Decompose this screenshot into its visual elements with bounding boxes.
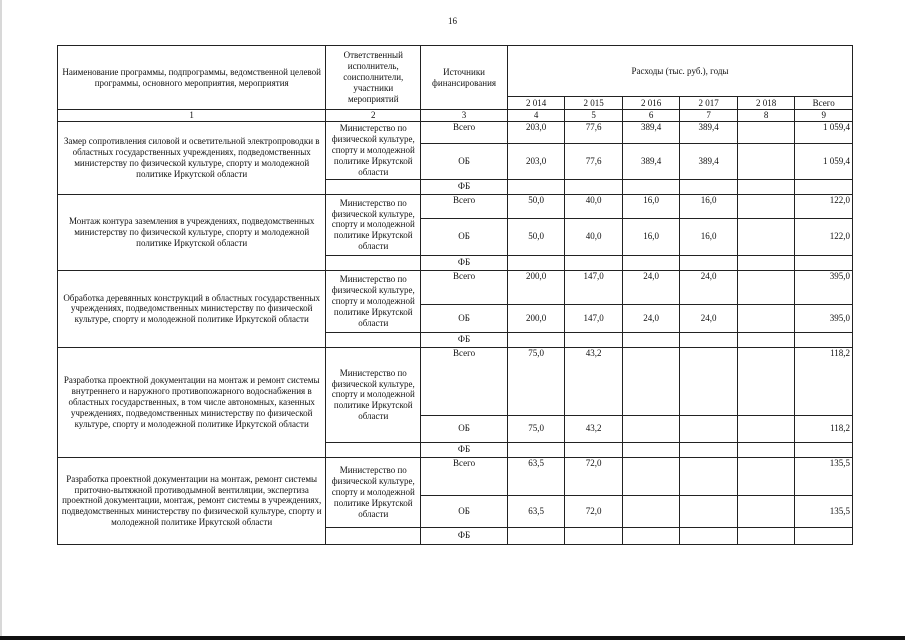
total-value-cell: 1 059,4 [795, 143, 853, 179]
year-value-cell [507, 527, 565, 544]
column-number: 7 [680, 110, 738, 122]
year-value-cell: 16,0 [680, 218, 738, 255]
column-number: 2 [326, 110, 421, 122]
total-value-cell: 122,0 [795, 194, 853, 218]
total-value-cell: 122,0 [795, 218, 853, 255]
year-value-cell [737, 332, 795, 347]
program-name: Замер сопротивления силовой и осветительной электропроводки в областных государственных учреждениях, подведомственных министерству по физической культуре, спорту и молодежной политике Иркутской области [58, 121, 326, 194]
year-value-cell [737, 347, 795, 415]
year-value-cell: 24,0 [622, 304, 680, 332]
responsible-executor: Министерство по физической культуре, спорту и молодежной политике Иркутской области [326, 194, 421, 255]
responsible-executor: Министерство по физической культуре, спорту и молодежной политике Иркутской области [326, 121, 421, 179]
year-value-cell: 75,0 [507, 415, 565, 442]
scan-bottom-edge [0, 636, 905, 640]
year-value-cell: 75,0 [507, 347, 565, 415]
blank-cell [326, 179, 421, 194]
year-value-cell [680, 332, 738, 347]
year-value-cell: 24,0 [622, 270, 680, 304]
header-source: Источники финансирования [421, 46, 508, 110]
year-value-cell [507, 179, 565, 194]
year-value-cell [622, 179, 680, 194]
column-number: 3 [421, 110, 508, 122]
year-value-cell [737, 255, 795, 270]
year-value-cell: 50,0 [507, 218, 565, 255]
year-value-cell [737, 495, 795, 527]
funding-source: ОБ [421, 495, 508, 527]
year-value-cell [622, 332, 680, 347]
year-value-cell: 16,0 [622, 194, 680, 218]
year-value-cell: 16,0 [680, 194, 738, 218]
year-value-cell: 389,4 [622, 121, 680, 143]
year-value-cell [680, 442, 738, 457]
year-value-cell [680, 457, 738, 495]
total-value-cell: 1 059,4 [795, 121, 853, 143]
year-value-cell: 389,4 [680, 143, 738, 179]
year-value-cell [680, 415, 738, 442]
year-cell: 2 015 [565, 97, 623, 110]
total-value-cell: 118,2 [795, 415, 853, 442]
year-value-cell: 63,5 [507, 457, 565, 495]
total-value-cell: 135,5 [795, 457, 853, 495]
year-value-cell [737, 442, 795, 457]
table-row [58, 347, 853, 415]
year-cell: 2 018 [737, 97, 795, 110]
year-value-cell: 24,0 [680, 270, 738, 304]
column-number: 5 [565, 110, 623, 122]
page-number: 16 [448, 16, 457, 26]
year-cell: 2 016 [622, 97, 680, 110]
year-value-cell: 77,6 [565, 121, 623, 143]
year-value-cell [507, 442, 565, 457]
blank-cell [326, 442, 421, 457]
year-value-cell [507, 255, 565, 270]
funding-source: Всего [421, 347, 508, 415]
year-value-cell: 77,6 [565, 143, 623, 179]
year-value-cell [737, 218, 795, 255]
column-number: 1 [58, 110, 326, 122]
year-value-cell [565, 442, 623, 457]
year-value-cell: 200,0 [507, 304, 565, 332]
year-value-cell: 147,0 [565, 270, 623, 304]
year-value-cell: 43,2 [565, 415, 623, 442]
table-row [58, 270, 853, 304]
year-value-cell [680, 527, 738, 544]
year-value-cell [680, 495, 738, 527]
header-expenses: Расходы (тыс. руб.), годы [507, 46, 852, 97]
year-value-cell: 147,0 [565, 304, 623, 332]
program-name: Разработка проектной документации на монтаж, ремонт системы приточно-вытяжной противодымной вентиляции, экспертиза проектной документации, монтаж, ремонт системы в учреждениях, подведомственных министерству по физической культуре, спорту и молодежной политике Иркутской области [58, 457, 326, 544]
blank-cell [326, 332, 421, 347]
funding-source: ОБ [421, 218, 508, 255]
year-value-cell [680, 347, 738, 415]
year-value-cell [737, 527, 795, 544]
blank-cell [326, 527, 421, 544]
year-value-cell: 200,0 [507, 270, 565, 304]
funding-source: ФБ [421, 179, 508, 194]
budget-table [57, 45, 853, 545]
year-value-cell [737, 457, 795, 495]
funding-source: ФБ [421, 332, 508, 347]
header-name: Наименование программы, подпрограммы, ведомственной целевой программы, основного мероприятия, мероприятия [58, 46, 326, 110]
year-cell: 2 017 [680, 97, 738, 110]
year-value-cell: 24,0 [680, 304, 738, 332]
column-number: 6 [622, 110, 680, 122]
year-cell: Всего [795, 97, 853, 110]
responsible-executor: Министерство по физической культуре, спорту и молодежной политике Иркутской области [326, 270, 421, 332]
year-value-cell: 63,5 [507, 495, 565, 527]
funding-source: Всего [421, 121, 508, 143]
year-value-cell: 203,0 [507, 143, 565, 179]
year-value-cell [622, 495, 680, 527]
header-row [58, 46, 853, 97]
program-name: Разработка проектной документации на монтаж и ремонт системы внутреннего и наружного противопожарного водоснабжения в областных государственных, в том числе автономных, казенных учреждениях, подведомственных министерству по физической культуре, спорту и молодежной политике Иркутской области [58, 347, 326, 457]
funding-source: ФБ [421, 442, 508, 457]
year-value-cell: 40,0 [565, 218, 623, 255]
year-value-cell [622, 442, 680, 457]
year-value-cell [737, 121, 795, 143]
program-name: Монтаж контура заземления в учреждениях, подведомственных министерству по физической культуре, спорту и молодежной политике Иркутской области [58, 194, 326, 270]
funding-source: ФБ [421, 255, 508, 270]
funding-source: Всего [421, 457, 508, 495]
year-value-cell [680, 255, 738, 270]
year-value-cell: 16,0 [622, 218, 680, 255]
table-row [58, 457, 853, 495]
header-responsible: Ответственный исполнитель, соисполнители, участники мероприятий [326, 46, 421, 110]
total-value-cell [795, 527, 853, 544]
year-value-cell: 43,2 [565, 347, 623, 415]
column-number-row [58, 110, 853, 122]
year-value-cell [565, 527, 623, 544]
year-cell: 2 014 [507, 97, 565, 110]
year-value-cell: 40,0 [565, 194, 623, 218]
responsible-executor: Министерство по физической культуре, спорту и молодежной политике Иркутской области [326, 347, 421, 442]
year-value-cell [622, 457, 680, 495]
year-value-cell [622, 347, 680, 415]
year-value-cell [507, 332, 565, 347]
column-number: 9 [795, 110, 853, 122]
total-value-cell: 118,2 [795, 347, 853, 415]
year-value-cell: 203,0 [507, 121, 565, 143]
year-value-cell [737, 143, 795, 179]
funding-source: ОБ [421, 304, 508, 332]
total-value-cell: 135,5 [795, 495, 853, 527]
total-value-cell [795, 442, 853, 457]
year-value-cell [622, 255, 680, 270]
total-value-cell: 395,0 [795, 304, 853, 332]
year-value-cell: 50,0 [507, 194, 565, 218]
funding-source: ФБ [421, 527, 508, 544]
year-value-cell [737, 270, 795, 304]
year-value-cell [737, 194, 795, 218]
program-name: Обработка деревянных конструкций в областных государственных учреждениях, подведомственных министерству по физической культуре, спорту и молодежной политике Иркутской области [58, 270, 326, 347]
column-number: 4 [507, 110, 565, 122]
column-number: 8 [737, 110, 795, 122]
table-row [58, 194, 853, 218]
year-value-cell: 389,4 [680, 121, 738, 143]
year-value-cell: 72,0 [565, 495, 623, 527]
funding-source: Всего [421, 270, 508, 304]
year-value-cell [622, 527, 680, 544]
funding-source: ОБ [421, 415, 508, 442]
total-value-cell [795, 179, 853, 194]
funding-source: ОБ [421, 143, 508, 179]
year-value-cell [622, 415, 680, 442]
year-value-cell [737, 304, 795, 332]
year-value-cell [565, 332, 623, 347]
year-value-cell: 72,0 [565, 457, 623, 495]
year-value-cell [565, 255, 623, 270]
total-value-cell [795, 332, 853, 347]
total-value-cell [795, 255, 853, 270]
table-row [58, 121, 853, 143]
year-value-cell: 389,4 [622, 143, 680, 179]
responsible-executor: Министерство по физической культуре, спорту и молодежной политике Иркутской области [326, 457, 421, 527]
year-value-cell [680, 179, 738, 194]
scan-edge [0, 0, 2, 640]
total-value-cell: 395,0 [795, 270, 853, 304]
blank-cell [326, 255, 421, 270]
year-value-cell [737, 415, 795, 442]
funding-source: Всего [421, 194, 508, 218]
year-value-cell [737, 179, 795, 194]
year-value-cell [565, 179, 623, 194]
